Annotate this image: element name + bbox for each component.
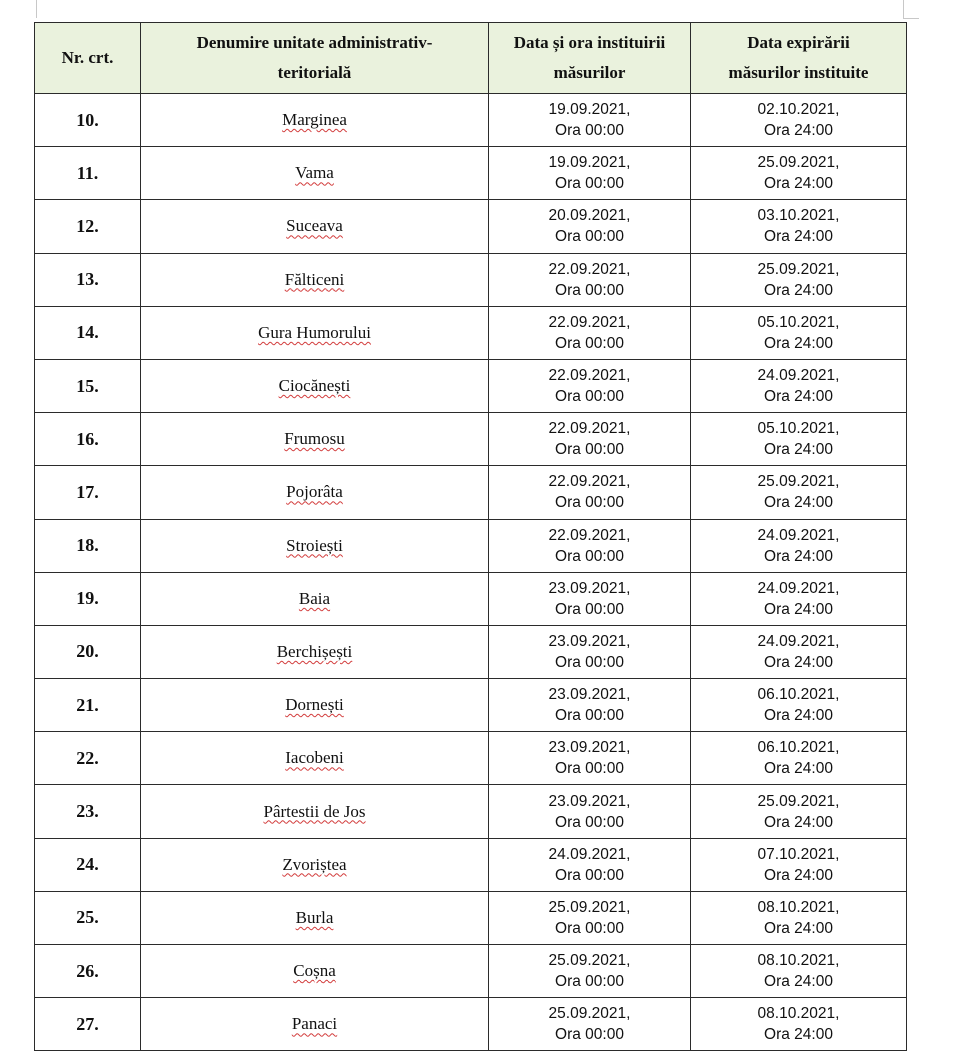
end-date: 24.09.2021, <box>757 632 840 650</box>
start-date: 19.09.2021, <box>548 154 631 172</box>
end-date: 05.10.2021, <box>757 420 840 438</box>
end-time: Ora 24:00 <box>764 547 833 565</box>
start-date: 20.09.2021, <box>548 207 631 225</box>
start-cell <box>489 785 691 838</box>
unit-name-cell <box>141 891 489 944</box>
row-number: 10. <box>35 94 141 147</box>
start-date: 25.09.2021, <box>548 952 631 970</box>
header-start <box>489 23 691 94</box>
table-row <box>35 625 907 678</box>
unit-name: Vama <box>295 163 334 183</box>
unit-name: Frumosu <box>284 429 345 449</box>
start-time: Ora 00:00 <box>555 388 624 406</box>
row-number: 21. <box>35 679 141 732</box>
table-row <box>35 147 907 200</box>
unit-name: Pojorâta <box>286 482 343 502</box>
start-cell <box>489 466 691 519</box>
end-date: 25.09.2021, <box>757 473 840 491</box>
start-cell <box>489 732 691 785</box>
end-time: Ora 24:00 <box>764 334 833 352</box>
end-date: 07.10.2021, <box>757 845 840 863</box>
start-cell <box>489 679 691 732</box>
unit-name-cell <box>141 838 489 891</box>
table-row <box>35 945 907 998</box>
table-body <box>35 94 907 1051</box>
header-name-line2: teritorială <box>277 63 352 82</box>
unit-name-cell <box>141 625 489 678</box>
start-date: 23.09.2021, <box>548 792 631 810</box>
end-date: 06.10.2021, <box>757 739 840 757</box>
end-time: Ora 24:00 <box>764 175 833 193</box>
end-cell <box>691 572 907 625</box>
unit-name: Panaci <box>291 1014 338 1034</box>
end-cell <box>691 519 907 572</box>
end-date: 24.09.2021, <box>757 579 840 597</box>
end-cell <box>691 785 907 838</box>
end-time: Ora 24:00 <box>764 760 833 778</box>
unit-name-cell <box>141 785 489 838</box>
table-row <box>35 359 907 412</box>
end-date: 08.10.2021, <box>757 898 840 916</box>
start-date: 22.09.2021, <box>548 473 631 491</box>
start-cell <box>489 94 691 147</box>
unit-name: Fălticeni <box>284 269 345 289</box>
start-time: Ora 00:00 <box>555 441 624 459</box>
end-date: 08.10.2021, <box>757 1005 840 1023</box>
start-date: 24.09.2021, <box>548 845 631 863</box>
end-time: Ora 24:00 <box>764 600 833 618</box>
start-cell <box>489 572 691 625</box>
end-time: Ora 24:00 <box>764 228 833 246</box>
row-number: 24. <box>35 838 141 891</box>
unit-name-cell <box>141 94 489 147</box>
start-cell <box>489 200 691 253</box>
end-date: 03.10.2021, <box>757 207 840 225</box>
row-number: 20. <box>35 625 141 678</box>
start-time: Ora 00:00 <box>555 760 624 778</box>
unit-name: Baia <box>298 588 331 608</box>
start-time: Ora 00:00 <box>555 281 624 299</box>
start-date: 22.09.2021, <box>548 260 631 278</box>
measures-table <box>34 22 907 1051</box>
start-time: Ora 00:00 <box>555 866 624 884</box>
row-number: 18. <box>35 519 141 572</box>
unit-name-cell <box>141 359 489 412</box>
unit-name: Suceava <box>286 216 343 236</box>
end-date: 02.10.2021, <box>757 101 840 119</box>
start-date: 22.09.2021, <box>548 313 631 331</box>
page-corner-mark-right <box>903 0 904 18</box>
unit-name: Berchișești <box>276 641 353 661</box>
header-end-line1: Data expirării <box>747 33 850 52</box>
unit-name: Iacobeni <box>285 748 344 768</box>
end-date: 08.10.2021, <box>757 952 840 970</box>
table-row <box>35 200 907 253</box>
start-time: Ora 00:00 <box>555 1026 624 1044</box>
end-date: 24.09.2021, <box>757 526 840 544</box>
unit-name: Ciocănești <box>278 376 351 396</box>
row-number: 27. <box>35 998 141 1051</box>
row-number: 26. <box>35 945 141 998</box>
end-time: Ora 24:00 <box>764 281 833 299</box>
start-date: 22.09.2021, <box>548 420 631 438</box>
unit-name-cell <box>141 306 489 359</box>
row-number: 14. <box>35 306 141 359</box>
end-cell <box>691 732 907 785</box>
unit-name: Gura Humorului <box>258 322 371 342</box>
unit-name: Coșna <box>293 961 336 981</box>
unit-name-cell <box>141 147 489 200</box>
page-corner-mark-top <box>903 18 919 19</box>
end-date: 25.09.2021, <box>757 154 840 172</box>
start-date: 19.09.2021, <box>548 101 631 119</box>
header-end <box>691 23 907 94</box>
start-cell <box>489 306 691 359</box>
end-date: 06.10.2021, <box>757 686 840 704</box>
table-row <box>35 785 907 838</box>
table-row <box>35 679 907 732</box>
start-cell <box>489 891 691 944</box>
start-date: 22.09.2021, <box>548 367 631 385</box>
header-start-line2: măsurilor <box>553 63 626 82</box>
unit-name-cell <box>141 572 489 625</box>
unit-name: Dornești <box>285 695 344 715</box>
table-row <box>35 998 907 1051</box>
unit-name-cell <box>141 200 489 253</box>
start-date: 25.09.2021, <box>548 1005 631 1023</box>
end-cell <box>691 147 907 200</box>
row-number: 22. <box>35 732 141 785</box>
start-time: Ora 00:00 <box>555 494 624 512</box>
unit-name-cell <box>141 519 489 572</box>
start-cell <box>489 413 691 466</box>
unit-name: Stroiești <box>286 535 343 555</box>
end-cell <box>691 94 907 147</box>
end-cell <box>691 413 907 466</box>
start-time: Ora 00:00 <box>555 547 624 565</box>
unit-name: Zvoriștea <box>282 854 347 874</box>
header-end-line2: măsurilor instituite <box>728 63 869 82</box>
row-number: 15. <box>35 359 141 412</box>
end-time: Ora 24:00 <box>764 122 833 140</box>
row-number: 16. <box>35 413 141 466</box>
unit-name-cell <box>141 679 489 732</box>
table-row <box>35 519 907 572</box>
end-time: Ora 24:00 <box>764 813 833 831</box>
page-corner-mark-left <box>36 0 37 18</box>
start-cell <box>489 998 691 1051</box>
start-date: 25.09.2021, <box>548 898 631 916</box>
end-cell <box>691 945 907 998</box>
start-date: 23.09.2021, <box>548 632 631 650</box>
end-cell <box>691 998 907 1051</box>
start-time: Ora 00:00 <box>555 653 624 671</box>
end-time: Ora 24:00 <box>764 388 833 406</box>
table-row <box>35 732 907 785</box>
start-time: Ora 00:00 <box>555 334 624 352</box>
start-date: 23.09.2021, <box>548 686 631 704</box>
table-row <box>35 572 907 625</box>
end-cell <box>691 679 907 732</box>
end-time: Ora 24:00 <box>764 653 833 671</box>
row-number: 12. <box>35 200 141 253</box>
end-time: Ora 24:00 <box>764 494 833 512</box>
end-date: 24.09.2021, <box>757 367 840 385</box>
start-cell <box>489 945 691 998</box>
row-number: 13. <box>35 253 141 306</box>
start-time: Ora 00:00 <box>555 813 624 831</box>
start-cell <box>489 625 691 678</box>
end-date: 25.09.2021, <box>757 260 840 278</box>
end-time: Ora 24:00 <box>764 707 833 725</box>
end-cell <box>691 891 907 944</box>
unit-name: Pârtestii de Jos <box>263 801 366 821</box>
end-cell <box>691 838 907 891</box>
row-number: 19. <box>35 572 141 625</box>
unit-name-cell <box>141 998 489 1051</box>
header-start-line1: Data și ora instituirii <box>513 33 666 52</box>
table-row <box>35 413 907 466</box>
table-row <box>35 466 907 519</box>
unit-name: Marginea <box>282 110 347 130</box>
row-number: 23. <box>35 785 141 838</box>
header-name-line1: Denumire unitate administrativ- <box>196 33 433 52</box>
start-time: Ora 00:00 <box>555 919 624 937</box>
start-cell <box>489 519 691 572</box>
unit-name-cell <box>141 732 489 785</box>
start-cell <box>489 253 691 306</box>
unit-name-cell <box>141 253 489 306</box>
end-cell <box>691 200 907 253</box>
end-time: Ora 24:00 <box>764 441 833 459</box>
table-row <box>35 891 907 944</box>
start-time: Ora 00:00 <box>555 175 624 193</box>
end-cell <box>691 625 907 678</box>
table-row <box>35 253 907 306</box>
start-date: 23.09.2021, <box>548 739 631 757</box>
end-date: 05.10.2021, <box>757 313 840 331</box>
unit-name-cell <box>141 466 489 519</box>
start-cell <box>489 359 691 412</box>
end-time: Ora 24:00 <box>764 919 833 937</box>
start-date: 22.09.2021, <box>548 526 631 544</box>
table-header-row <box>35 23 907 94</box>
end-cell <box>691 466 907 519</box>
end-time: Ora 24:00 <box>764 973 833 991</box>
start-cell <box>489 147 691 200</box>
unit-name-cell <box>141 945 489 998</box>
start-time: Ora 00:00 <box>555 973 624 991</box>
end-cell <box>691 253 907 306</box>
header-name <box>141 23 489 94</box>
table-row <box>35 306 907 359</box>
unit-name: Burla <box>295 907 334 927</box>
end-cell <box>691 306 907 359</box>
start-time: Ora 00:00 <box>555 707 624 725</box>
row-number: 11. <box>35 147 141 200</box>
start-time: Ora 00:00 <box>555 600 624 618</box>
unit-name-cell <box>141 413 489 466</box>
start-date: 23.09.2021, <box>548 579 631 597</box>
start-time: Ora 00:00 <box>555 228 624 246</box>
end-time: Ora 24:00 <box>764 1026 833 1044</box>
row-number: 25. <box>35 891 141 944</box>
start-cell <box>489 838 691 891</box>
table-row <box>35 838 907 891</box>
end-time: Ora 24:00 <box>764 866 833 884</box>
header-nr: Nr. crt. <box>35 23 141 94</box>
end-date: 25.09.2021, <box>757 792 840 810</box>
table-row <box>35 94 907 147</box>
end-cell <box>691 359 907 412</box>
start-time: Ora 00:00 <box>555 122 624 140</box>
row-number: 17. <box>35 466 141 519</box>
